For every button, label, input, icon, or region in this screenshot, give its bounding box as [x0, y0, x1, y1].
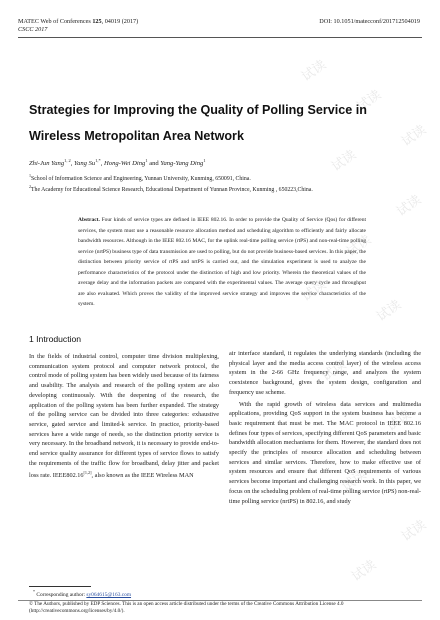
affiliation [29, 183, 429, 194]
watermark-text: 试读 [399, 122, 430, 150]
paragraph-text: , also known as the IEEE Wireless MAN [91, 472, 194, 480]
affiliation-mark: 2 [29, 184, 31, 189]
doi-link[interactable]: DOI: 10.1051/matecconf/201712504019 [319, 18, 420, 25]
journal-citation [18, 18, 138, 26]
author-affiliation-mark: 1,* [95, 158, 101, 163]
footnote-mark: * [33, 589, 35, 594]
footnote-divider [29, 586, 91, 587]
watermark-text: 试读 [329, 147, 360, 175]
journal-volume: 125 [92, 18, 102, 25]
body-paragraph: With the rapid growth of wireless data services and multimedia applications, providing QoS support in the system business has become a basic requirement that must be met. The MAC protocol in IEEE 802.16 defines four types of services, specifying different QoS parameters and basic bandwidth allocation mechanisms for them. However, the standard does not specify the principles of resource allocation and scheduling between services and similar services. Therefore, how to make effective use of system resources and ensure that different QoS requirements of various services become important and challenging research work. In this paper, we focus on the scheduling problem of real-time polling service (rtPS) non-real-time polling service (nrtPS) in 802.16, and study [229, 400, 422, 505]
watermark-text: 试读 [299, 57, 330, 85]
affiliation-mark: 1 [29, 173, 31, 178]
author-affiliation-mark: 1 [145, 158, 148, 163]
paragraph-text: In the fields of industrial control, computer time division multiplexing, communication system protocol and computer network protocol, the control mode of polling system has been widely used because of its fairness and usability. The analysis and research of the polling system are also developing continuously. With the deepening of the research, the application of the polling system has been further expanded. The strategy of the polling service can be divided into three categories: exhaustive service, gated service and limited-k service. In practice, priority-based services have a wide range of needs, so the distinction priority service is very necessary. In the broadband network, it is necessary to provide end-to-end service quality assurance for different types of service flows to satisfy the requirements of the traffic flow for broadband, delay jitter and packet loss rate. IEEE802.16 [29, 353, 219, 480]
journal-name: MATEC Web of Conferences [18, 18, 91, 25]
watermark-text: 试读 [399, 517, 430, 545]
paper-title: Strategies for Improving the Quality of Polling Service in Wireless Metropolitan Area Network [29, 103, 367, 143]
license-notice: © The Authors, published by EDP Sciences. This is an open access article distributed under the terms of the Creative Commons Attribution License 4.0 (http://creativecommons.org/licenses/by/4.0/). [29, 601, 344, 614]
conference-name: CSCC 2017 [18, 26, 48, 33]
author-name: Hong-Wei Ding [104, 160, 146, 167]
body-column-left [29, 352, 219, 481]
affiliation-text: School of Information Science and Engineering, Yunnan University, Kunming, 650091, China. [31, 176, 251, 182]
article-number: , 04019 (2017) [101, 18, 139, 25]
abstract-label: Abstract. [78, 217, 100, 223]
body-paragraph [29, 352, 219, 481]
affiliation [29, 172, 429, 183]
author-affiliation-mark: 1, 2 [64, 158, 71, 163]
abstract [78, 215, 366, 310]
watermark-text: 试读 [384, 407, 415, 435]
author-list: Zhi-Jun Yang$^{1, 2}$, Yang $Su^{1,*}$, Hong-Wei Ding$^1$ and Yang-Yang Ding$^1$ [29, 158, 206, 167]
watermark-text: 试读 [354, 87, 385, 115]
citation-mark: [1,2] [83, 470, 92, 476]
body-paragraph: air interface standard, it regulates the underlying standards (including the physical layer and the media access control layer) of the wireless access system in the 2-66 GHz frequency range, and analyzes the system coexistence background, gives the system design, configuration and frequency use scheme. [229, 350, 421, 396]
affiliation-text: The Academy for Educational Science Research, Educational Department of Yunnan Province, Kunming , 650223,China. [31, 187, 313, 193]
watermark-text: 试读 [349, 557, 380, 585]
body-column-right [229, 349, 421, 506]
author-name: Zhi-Jun Yang [29, 160, 65, 167]
watermark-text: 试读 [319, 357, 350, 385]
watermark-text: 试读 [299, 277, 330, 305]
header-divider [18, 37, 422, 38]
footnote [33, 588, 131, 599]
author-affiliation-mark: 1 [203, 158, 206, 163]
author-email-link[interactable]: sy064615@163.com [86, 591, 132, 598]
watermark-text: 试读 [374, 297, 405, 325]
running-header-left [18, 18, 138, 34]
abstract-text: Four kinds of service types are defined in IEEE 802.16. In order to provide the Quality of Service (Qos) for different services, the system must use a reasonable resource allocation method and scheduling algorithm to efficiently and fairly allocate bandwidth resources. Although in the IEEE 802.16 MAC, for the uplink real-time polling service (rtPS) and non-real-time polling service (nrtPS) business type of data transmission are used to polling, but do not provide business-based services. In this paper, the distinction between priority service of rtPS and nrtPS is carried out, and the simulation experiment is used to analyze the performance characteristics of the protocol under the distinction of high and low priority. Wherein the theoretical values of the average delay and the information packets are compared with the experimental values. The average query cycle and throughput are also evaluated. Which proves the validity of the improved service strategy and improves the service characteristics of the system. [78, 217, 367, 307]
watermark-text: 试读 [339, 467, 370, 495]
watermark-text: 试读 [344, 232, 375, 260]
section-heading: 1 Introduction [29, 334, 82, 344]
author-name: Yang Su [74, 160, 96, 167]
author-name: Yang-Yang Ding [160, 160, 204, 167]
watermark-text: 试读 [394, 192, 425, 220]
footnote-label: Corresponding author: [36, 591, 87, 598]
